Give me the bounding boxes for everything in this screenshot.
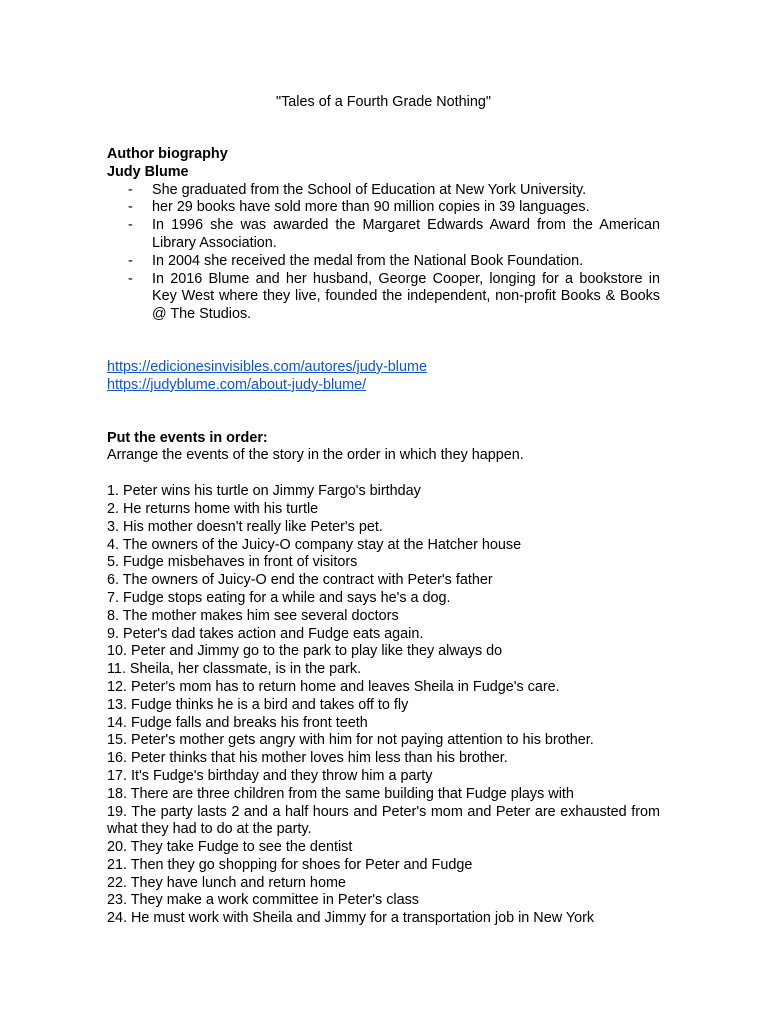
event-item: 11. Sheila, her classmate, is in the park. <box>107 661 362 678</box>
events-heading: Put the events in order: <box>107 429 268 446</box>
events-list <box>107 483 660 928</box>
biography-item <box>107 217 660 253</box>
bullet-marker: - <box>128 181 133 198</box>
bullet-marker: - <box>128 217 133 234</box>
event-item: 3. His mother doesn't really like Peter's pet. <box>107 518 383 535</box>
link-judy-blume-site[interactable]: https://judyblume.com/about-judy-blume/ <box>107 376 367 393</box>
biography-item <box>107 182 660 200</box>
event-item: 9. Peter's dad takes action and Fudge eats again. <box>107 625 424 642</box>
bullet-marker: - <box>128 199 133 216</box>
spacer <box>107 465 660 483</box>
event-item: 10. Peter and Jimmy go to the park to play like they always do <box>107 643 503 660</box>
biography-item <box>107 253 660 271</box>
biography-item-text: In 2004 she received the medal from the National Book Foundation. <box>152 252 584 269</box>
author-name: Judy Blume <box>107 163 189 180</box>
event-item: 24. He must work with Sheila and Jimmy for a transportation job in New York <box>107 910 595 927</box>
event-item: 21. Then they go shopping for shoes for Peter and Fudge <box>107 856 473 873</box>
biography-item-text: In 1996 she was awarded the Margaret Edwards Award from the American Library Association. <box>152 217 660 251</box>
biography-item-text: her 29 books have sold more than 90 million copies in 39 languages. <box>152 199 590 216</box>
reference-links <box>107 359 660 395</box>
biography-list <box>107 182 660 324</box>
event-item: 4. The owners of the Juicy-O company stay at the Hatcher house <box>107 536 522 553</box>
event-item: 14. Fudge falls and breaks his front teeth <box>107 714 368 731</box>
event-item: 1. Peter wins his turtle on Jimmy Fargo's birthday <box>107 483 421 500</box>
event-item: 7. Fudge stops eating for a while and says he's a dog. <box>107 589 451 606</box>
event-item: 15. Peter's mother gets angry with him for not paying attention to his brother. <box>107 732 594 749</box>
events-instruction: Arrange the events of the story in the order in which they happen. <box>107 447 524 464</box>
event-item: 19. The party lasts 2 and a half hours and Peter's mom and Peter are exhausted from what they had to do at the party. <box>107 803 660 838</box>
event-item: 20. They take Fudge to see the dentist <box>107 839 353 856</box>
event-item: 5. Fudge misbehaves in front of visitors <box>107 554 358 571</box>
biography-item <box>107 271 660 324</box>
biography-heading: Author biography <box>107 146 228 162</box>
event-item: 22. They have lunch and return home <box>107 874 346 891</box>
document-title: "Tales of a Fourth Grade Nothing" <box>276 94 491 110</box>
event-item: 18. There are three children from the same building that Fudge plays with <box>107 785 574 802</box>
bullet-marker: - <box>128 270 133 287</box>
event-item: 6. The owners of Juicy-O end the contract with Peter's father <box>107 572 493 589</box>
event-item: 23. They make a work committee in Peter's class <box>107 892 419 909</box>
link-ediciones-invisibles[interactable]: https://edicionesinvisibles.com/autores/judy-blume <box>107 358 427 375</box>
event-item: 8. The mother makes him see several doctors <box>107 607 399 624</box>
event-item: 13. Fudge thinks he is a bird and takes off to fly <box>107 696 409 713</box>
biography-item-text: She graduated from the School of Education at New York University. <box>152 181 587 198</box>
biography-item-text: In 2016 Blume and her husband, George Cooper, longing for a bookstore in Key West where they live, founded the independent, non-profit Books & Books @ The Studios. <box>152 270 660 323</box>
document-page <box>107 93 660 928</box>
biography-item <box>107 199 660 217</box>
event-item: 17. It's Fudge's birthday and they throw him a party <box>107 767 433 784</box>
bullet-marker: - <box>128 252 133 269</box>
event-item: 16. Peter thinks that his mother loves him less than his brother. <box>107 750 508 767</box>
event-item: 12. Peter's mom has to return home and leaves Sheila in Fudge's care. <box>107 678 560 695</box>
event-item: 2. He returns home with his turtle <box>107 500 319 517</box>
